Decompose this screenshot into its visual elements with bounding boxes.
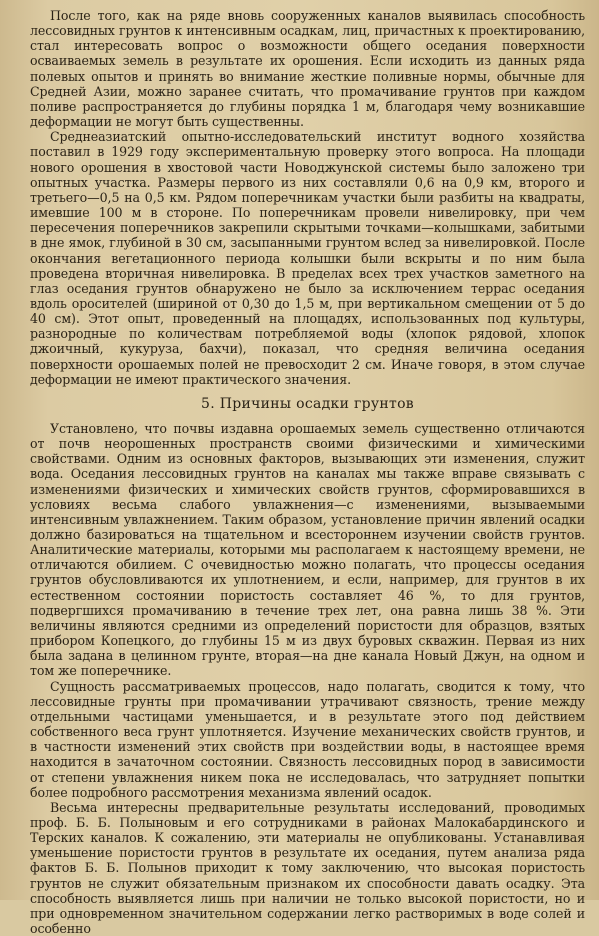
paragraph-experimental-check: Среднеазиатский опытно-исследовательский институт водного хозяйства поставил в 1929 году экспериментальную проверку этого вопроса. На площади нового орошения в хвостовой части Новоджунской системы было заложено три опытных участка. Размеры первого из них составляли 0,6 на 0,9 км, второго и третьего—0,5 на 0,5 км. Рядом поперечникам участки были разбиты на квадраты, имевшие 100 м в стороне. По поперечникам провели нивелировку, при чем пересечения поперечников закрепили скрытыми точками—колышками, забитыми в дне ямок, глубиной в 30 см, засыпанными грунтом вслед за нивелировкой. После окончания вегетационного периода колышки были вскрыты и по ним была проведена вторичная нивелировка. В пределах всех трех участков заметного на глаз оседания грунтов обнаружено не было за исключением террас оседания вдоль оросителей (шириной от 0,30 до 1,5 м, при вертикальном смещении от 5 до 40 см). Этот опыт, проведенный на площадях, использованных под культуры, разнородные по количествам потребляемой воды (хлопок рядовой, хлопок джоичный, кукуруза, бахчи), показал, что средняя величина оседания поверхности орошаемых полей не превосходит 2 см. Иначе говоря, в этом случае деформации не имеют практического значения. [30,129,585,387]
paragraph-canal-subsidence-question: После того, как на ряде вновь сооруженных каналов выявилась способность лессовидных грунтов к интенсивным осадкам, лиц, причастных к проектированию, стал интересовать вопрос о возможности общего оседания поверхности осваиваемых земель в результате их орошения. Если исходить из данных ряда полевых опытов и принять во внимание жесткие поливные нормы, обычные для Средней Азии, можно заранее считать, что промачивание грунтов при каждом поливе распространяется до глубины порядка 1 м, благодаря чему возникавшие деформации не могут быть существенны. [30,8,585,130]
paragraph-polynov-research: Весьма интересны предварительные результаты исследований, проводимых проф. Б. Б. Полыновым и его сотрудниками в районах Малокабардинского и Терских каналов. К сожалению, эти материалы не опубликованы. Устанавливая уменьшение пористости грунтов в результате их оседания, путем анализа ряда фактов Б. Б. Полынов приходит к тому заключению, что высокая пористость грунтов не служит обязательным признаком их способности давать осадку. Эта способность выявляется лишь при наличии не только высокой пористости, но и при одновременном значительном содержании легко растворимых в воде солей и особенно [30,799,585,936]
paragraph-mechanism: Сущность рассматриваемых процессов, надо полагать, сводится к тому, что лессовидные грунты при промачивании утрачивают связность, трение между отдельными частицами уменьшается, и в результате этого под действием собственного веса грунт уплотняется. Изучение механических свойств грунтов, и в частности изменений этих свойств при воздействии воды, в настоящее время находится в зачаточном состоянии. Связность лессовидных пород в зависимости от степени увлажнения никем пока не исследовалась, что затрудняет попытки более подробного рассмотрения механизма явлений осадок. [30,678,585,800]
section-heading: 5. Причины осадки грунтов [200,395,414,412]
paragraph-soil-properties: Установлено, что почвы издавна орошаемых земель существенно отличаются от почв неорошенных пространств своими физическими и химическими свойствами. Одним из основных факторов, вызывающих эти изменения, служит вода. Оседания лессовидных грунтов на каналах мы также вправе связывать с изменениями физических и химических свойств грунтов, сформировавшихся в условиях весьма слабого увлажнения—с изменениями, вызываемыми интенсивным увлажнением. Таким образом, установление причин явлений осадки должно базироваться на тщательном и всестороннем изучении свойств грунтов. Аналитические материалы, которыми мы располагаем к настоящему времени, не отличаются обилием. С очевидностью можно полагать, что процессы оседания грунтов обусловливаются их уплотнением, и если, например, для грунтов в их естественном состоянии пористость составляет 46 %, то для грунтов, подвергшихся промачиванию в течение трех лет, она равна лишь 38 %. Эти величины являются средними из определений пористости для образцов, взятых прибором Копецкого, до глубины 15 м из двух буровых скважин. Первая из них была задана в целинном грунте, вторая—на дне канала Новый Джун, на одном и том же поперечнике. [30,420,585,679]
